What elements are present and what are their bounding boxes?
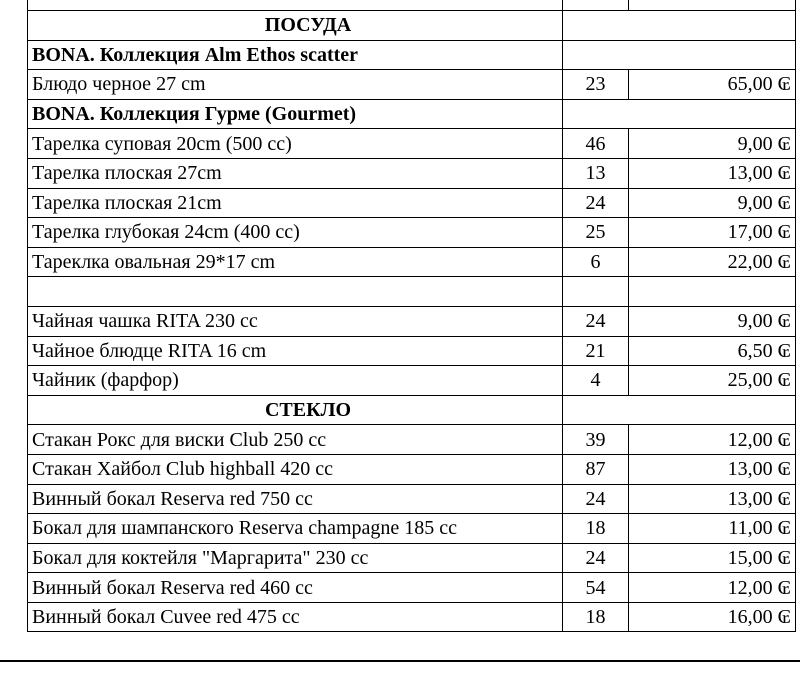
- table-top-row: [28, 0, 796, 11]
- table-row: [28, 188, 796, 218]
- item-qty: 24: [563, 543, 629, 573]
- item-name: Чайник (фарфор): [28, 366, 563, 396]
- collection-title: BONA. Коллекция Alm Ethos scatter: [28, 40, 563, 70]
- empty-cell: [629, 0, 796, 11]
- item-qty: 25: [563, 218, 629, 248]
- collection-row: [28, 40, 796, 70]
- table-row: [28, 602, 796, 632]
- item-qty: 23: [563, 70, 629, 100]
- item-name: Бокал для шампанского Reserva champagne 185 cc: [28, 514, 563, 544]
- table-row: [28, 218, 796, 248]
- table-row: [28, 247, 796, 277]
- item-price: 25,00 ₢: [629, 366, 796, 396]
- item-name: Тарелка суповая 20cm (500 cc): [28, 129, 563, 159]
- section-header: ПОСУДА: [28, 11, 563, 41]
- item-price: 16,00 ₢: [629, 602, 796, 632]
- item-qty: 87: [563, 454, 629, 484]
- item-name: Тарелка глубокая 24cm (400 cc): [28, 218, 563, 248]
- table-row: [28, 366, 796, 396]
- section-header-row: [28, 11, 796, 41]
- item-qty: 46: [563, 129, 629, 159]
- empty-cell: [563, 395, 796, 425]
- item-name: Бокал для коктейля "Маргарита" 230 cc: [28, 543, 563, 573]
- section-header-row: [28, 395, 796, 425]
- item-price: 22,00 ₢: [629, 247, 796, 277]
- item-qty: 4: [563, 366, 629, 396]
- item-name: Тарелка плоская 27cm: [28, 158, 563, 188]
- table-row: [28, 129, 796, 159]
- table-row: [28, 70, 796, 100]
- item-name: Чайное блюдце RITA 16 cm: [28, 336, 563, 366]
- item-price: 12,00 ₢: [629, 573, 796, 603]
- item-qty: 18: [563, 602, 629, 632]
- item-name: Стакан Хайбол Club highball 420 cc: [28, 454, 563, 484]
- item-price: 9,00 ₢: [629, 188, 796, 218]
- item-qty: 13: [563, 158, 629, 188]
- item-price: 9,00 ₢: [629, 306, 796, 336]
- item-price: 13,00 ₢: [629, 484, 796, 514]
- table-row: [28, 543, 796, 573]
- item-qty: 24: [563, 484, 629, 514]
- item-price: 17,00 ₢: [629, 218, 796, 248]
- table-row: [28, 454, 796, 484]
- item-price: 15,00 ₢: [629, 543, 796, 573]
- item-name: Винный бокал Reserva red 460 cc: [28, 573, 563, 603]
- item-price: 13,00 ₢: [629, 454, 796, 484]
- item-qty: 24: [563, 306, 629, 336]
- item-qty: 18: [563, 514, 629, 544]
- item-price: 9,00 ₢: [629, 129, 796, 159]
- item-qty: 24: [563, 188, 629, 218]
- spacer-row: [28, 277, 796, 307]
- collection-title: BONA. Коллекция Гурме (Gourmet): [28, 99, 563, 129]
- empty-cell: [563, 11, 796, 41]
- item-price: 12,00 ₢: [629, 425, 796, 455]
- item-name: Чайная чашка RITA 230 cc: [28, 306, 563, 336]
- item-price: 65,00 ₢: [629, 70, 796, 100]
- item-name: Стакан Рокс для виски Club 250 cc: [28, 425, 563, 455]
- table-row: [28, 306, 796, 336]
- empty-cell: [629, 277, 796, 307]
- item-qty: 39: [563, 425, 629, 455]
- item-name: Тарелка плоская 21cm: [28, 188, 563, 218]
- table-row: [28, 573, 796, 603]
- item-name: Блюдо черное 27 cm: [28, 70, 563, 100]
- page-bottom-rule: [0, 660, 800, 662]
- price-table: [27, 0, 796, 632]
- table-row: [28, 336, 796, 366]
- empty-cell: [563, 277, 629, 307]
- item-qty: 21: [563, 336, 629, 366]
- table-row: [28, 514, 796, 544]
- item-name: Винный бокал Cuvee red 475 cc: [28, 602, 563, 632]
- section-header: СТЕКЛО: [28, 395, 563, 425]
- empty-cell: [28, 277, 563, 307]
- item-name: Винный бокал Reserva red 750 cc: [28, 484, 563, 514]
- item-price: 13,00 ₢: [629, 158, 796, 188]
- empty-cell: [28, 0, 563, 11]
- item-qty: 6: [563, 247, 629, 277]
- empty-cell: [563, 40, 796, 70]
- empty-cell: [563, 0, 629, 11]
- empty-cell: [563, 99, 796, 129]
- collection-row: [28, 99, 796, 129]
- item-qty: 54: [563, 573, 629, 603]
- table-row: [28, 484, 796, 514]
- item-price: 6,50 ₢: [629, 336, 796, 366]
- item-price: 11,00 ₢: [629, 514, 796, 544]
- table-row: [28, 158, 796, 188]
- table-row: [28, 425, 796, 455]
- item-name: Тареклка овальная 29*17 cm: [28, 247, 563, 277]
